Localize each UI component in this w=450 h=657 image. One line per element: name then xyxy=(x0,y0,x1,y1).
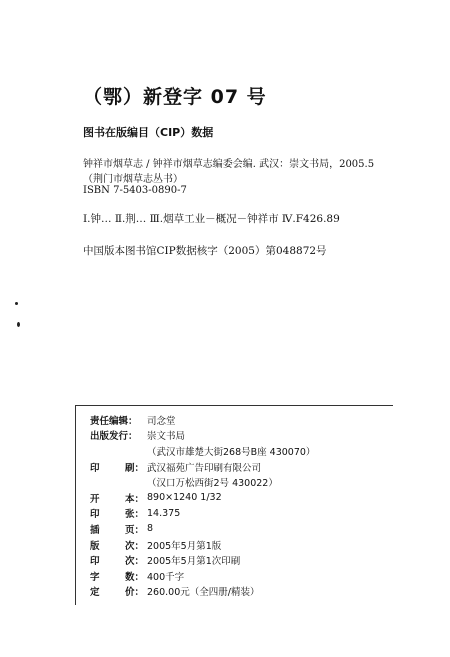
cip-line-series: （荆门市烟草志丛书） xyxy=(83,174,183,185)
colophon-label: 印 次： xyxy=(90,556,144,568)
colophon-row-plates xyxy=(90,521,410,537)
colophon-label: 印 刷： xyxy=(90,462,144,474)
colophon-value: 400千字 xyxy=(147,571,185,583)
colophon-top-rule xyxy=(75,405,393,406)
colophon xyxy=(90,412,410,599)
cip-record-number: 中国版本图书馆CIP数据核字（2005）第048872号 xyxy=(83,245,327,257)
colophon-row-printer-address xyxy=(90,474,410,490)
colophon-row-editor xyxy=(90,412,410,428)
colophon-value: 武汉福苑广告印刷有限公司 xyxy=(147,462,262,474)
colophon-label: 插 页： xyxy=(90,524,144,536)
colophon-value: 14.375 xyxy=(147,507,181,519)
colophon-row-printer xyxy=(90,459,410,475)
colophon-label: 印 张： xyxy=(90,509,144,521)
colophon-label: 版 次： xyxy=(90,540,144,552)
classification-line: Ⅰ.钟… Ⅱ.荆… Ⅲ.烟草工业－概况－钟祥市 Ⅳ.F426.89 xyxy=(83,213,340,225)
colophon-row-sheets xyxy=(90,506,410,522)
colophon-row-publisher-address xyxy=(90,443,410,459)
colophon-value: 2005年5月第1版 xyxy=(147,540,222,552)
colophon-value: 260.00元（全四册/精装） xyxy=(147,587,260,599)
colophon-label: 定 价： xyxy=(90,587,144,599)
colophon-label: 开 本： xyxy=(90,493,144,505)
colophon-row-publisher xyxy=(90,428,410,444)
colophon-label: 责任编辑： xyxy=(90,415,138,427)
colophon-row-printing xyxy=(90,552,410,568)
cip-line-isbn: ISBN 7-5403-0890-7 xyxy=(83,185,187,196)
colophon-value: （汉口万松西街2号 430022） xyxy=(147,478,278,490)
registration-code: （鄂）新登字 07 号 xyxy=(83,86,267,108)
colophon-value: 司念堂 xyxy=(147,415,176,427)
colophon-value: 890×1240 1/32 xyxy=(147,492,222,504)
colophon-value: 崇文书局 xyxy=(147,431,186,443)
colophon-row-edition xyxy=(90,537,410,553)
ink-speck xyxy=(17,322,20,327)
colophon-value: （武汉市雄楚大街268号B座 430070） xyxy=(147,446,316,458)
colophon-label: 出版发行： xyxy=(90,431,138,443)
colophon-value: 2005年5月第1次印刷 xyxy=(147,556,241,568)
colophon-row-format xyxy=(90,490,410,506)
colophon-value: 8 xyxy=(147,523,154,535)
cip-heading: 图书在版编目（CIP）数据 xyxy=(83,126,214,139)
cip-line-title: 钟祥市烟草志 / 钟祥市烟草志编委会编. 武汉：崇文书局，2005.5 xyxy=(83,159,375,170)
ink-speck xyxy=(15,302,18,305)
colophon-row-price xyxy=(90,584,410,600)
colophon-label: 字 数： xyxy=(90,571,144,583)
colophon-side-rule xyxy=(75,405,76,605)
colophon-row-words xyxy=(90,568,410,584)
